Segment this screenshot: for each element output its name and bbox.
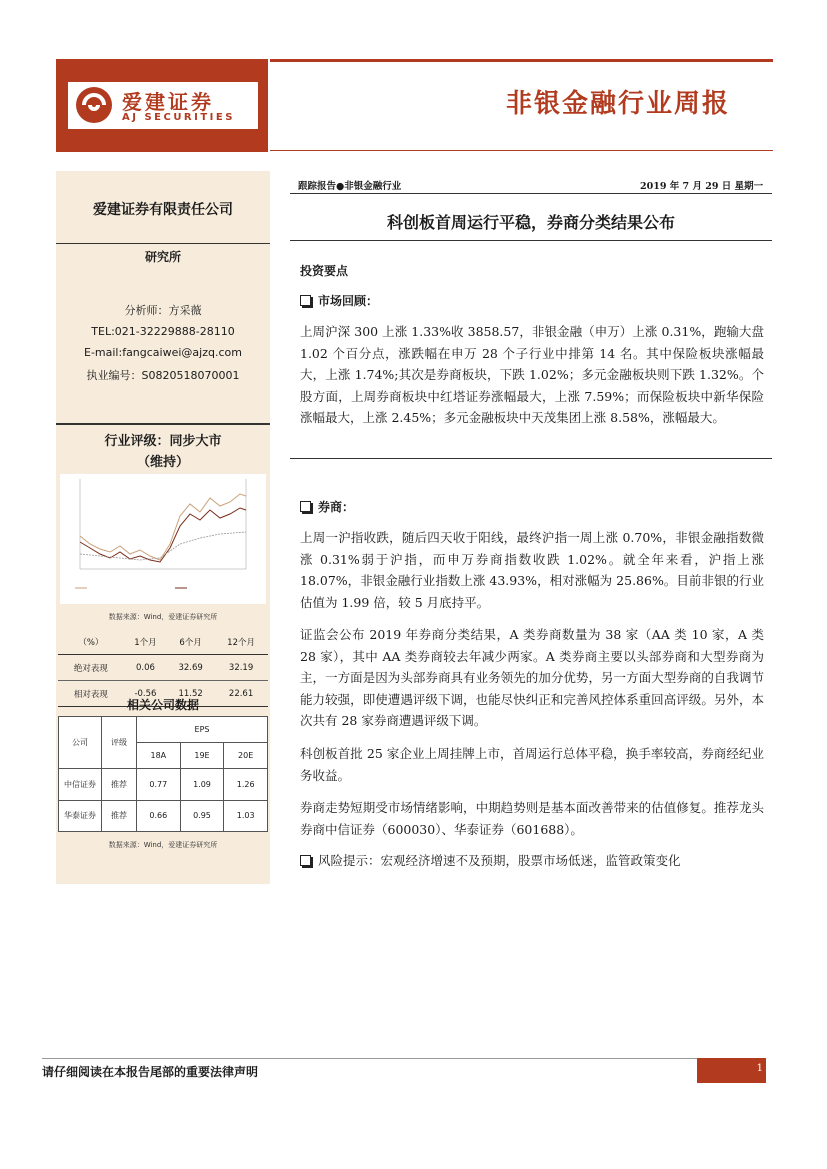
table-cell: 1.26 — [224, 769, 268, 800]
related-company-title: 相关公司数据 — [126, 698, 199, 712]
divider — [290, 458, 772, 459]
broker-heading — [300, 498, 354, 515]
table-header: 18A — [137, 743, 181, 769]
table-cell: 推荐 — [102, 800, 137, 831]
table-cell: 中信证券 — [59, 769, 102, 800]
table-header: EPS — [137, 717, 268, 743]
market-review-text: 上周沪深 300 上涨 1.33%收 3858.57，非银金融（申万）上涨 0.31%，跑输大盘 1.02 个百分点，涨跌幅在申万 28 个子行业中排第 14 名。其中保险板块涨幅最大，上涨 1.74%;其次是券商板块，下跌 1.02%；多元金融板块则下跌 1.32%。个股方面，上周券商板块中红塔证券涨幅最大，上涨 7.59%；而保险板块中新华保险涨幅最大，上涨 2.45%；多元金融板块中天茂集团上涨 8.58%，涨幅最大。 — [300, 324, 764, 426]
logo-name-en: AJ SECURITIES — [122, 112, 235, 123]
risk-text: 风险提示：宏观经济增速不及预期，股票市场低迷，监管政策变化 — [318, 853, 681, 868]
analyst-license: 执业编号：S0820518070001 — [86, 369, 240, 382]
table-cell: 32.19 — [214, 655, 268, 681]
performance-chart — [60, 474, 266, 604]
company-name: 爱建证券有限责任公司 — [93, 202, 233, 218]
section-label: 券商： — [318, 500, 355, 514]
table-header: 公司 — [59, 717, 102, 769]
table-cell: 绝对表现 — [58, 655, 124, 681]
logo-icon — [70, 82, 120, 129]
market-review-heading — [300, 292, 378, 309]
table-cell: 0.66 — [137, 800, 181, 831]
table-cell: 推荐 — [102, 769, 137, 800]
report-date: 2019 年 7 月 29 日 星期一 — [640, 181, 764, 192]
table-header: 19E — [180, 743, 224, 769]
table-cell: 11.52 — [167, 681, 214, 707]
table-cell: 0.06 — [124, 655, 167, 681]
key-points-heading: 投资要点 — [300, 264, 349, 278]
broker-paragraph: 券商走势短期受市场情绪影响，中期趋势则是基本面改善带来的估值修复。推荐龙头券商中信证券（600030）、华泰证券（601688）。 — [300, 800, 764, 837]
broker-paragraph: 证监会公布 2019 年券商分类结果，A 类券商数量为 38 家（AA 类 10 家，A 类 28 家），其中 AA 类券商较去年减少两家。A 类券商主要以头部券商和大型券商为主，一方面是因为头部券商具有业务领先的加分优势，另一方面大型券商的自我调节能力较强，即使遭遇评级下调，也能尽快纠正和完善风控体系重回高评级。另外，本次共有 28 家券商遭遇评级下调。 — [300, 627, 764, 729]
chart-source: 数据来源：Wind，爱建证券研究所 — [108, 613, 218, 621]
checkbox-bullet-icon — [300, 295, 311, 306]
table-header: 评级 — [102, 717, 137, 769]
report-type-title: 非银金融行业周报 — [505, 89, 730, 119]
table-cell: 1.03 — [224, 800, 268, 831]
sidebar-divider — [56, 423, 270, 425]
table-header: 1个月 — [124, 629, 167, 655]
table-cell: 相对表现 — [58, 681, 124, 707]
risk-warning — [300, 851, 681, 869]
table-source: 数据来源：Wind，爱建证券研究所 — [108, 841, 218, 849]
table-cell: 1.09 — [180, 769, 224, 800]
industry-rating — [56, 431, 270, 473]
footer-rule — [42, 1058, 766, 1059]
analyst-email: E-mail:fangcaiwei@ajzq.com — [84, 346, 242, 359]
section-label: 市场回顾： — [318, 294, 379, 308]
table-cell: 22.61 — [214, 681, 268, 707]
logo-name-cn: 爱建证券 — [122, 90, 214, 114]
header-top-rule — [270, 59, 773, 62]
divider — [290, 240, 772, 241]
report-track: 跟踪报告●非银金融行业 — [298, 181, 402, 192]
checkbox-bullet-icon — [300, 501, 311, 512]
table-header-row — [59, 717, 268, 743]
table-header-row — [58, 629, 268, 655]
table-cell: 32.69 — [167, 655, 214, 681]
analyst-tel: TEL:021-32229888-28110 — [91, 325, 235, 338]
rating-value: 行业评级：同步大市 — [104, 434, 222, 449]
analyst-name: 分析师：方采薇 — [124, 304, 202, 317]
chart-background — [60, 474, 266, 604]
table-row — [59, 800, 268, 831]
table-cell: 华泰证券 — [59, 800, 102, 831]
table-header: 20E — [224, 743, 268, 769]
rating-status: （维持） — [136, 455, 189, 470]
broker-paragraph: 上周一沪指收跌，随后四天收于阳线，最终沪指一周上涨 0.70%，非银金融指数微涨 0.31%弱于沪指，而申万券商指数收跌 1.02%。就全年来看，沪指上涨 18.07%，非银金融行业指数上涨 43.93%，相对涨幅为 25.86%。目前非银的行业估值为 1.99 倍，较 5 月底持平。 — [300, 530, 764, 610]
page-title: 科创板首周运行平稳，券商分类结果公布 — [386, 213, 675, 232]
divider — [290, 193, 772, 194]
table-header: （%） — [58, 629, 124, 655]
header-bottom-rule — [270, 150, 773, 151]
sidebar-divider — [56, 243, 270, 244]
legal-notice: 请仔细阅读在本报告尾部的重要法律声明 — [42, 1065, 259, 1079]
table-row — [59, 769, 268, 800]
table-header: 12个月 — [214, 629, 268, 655]
eps-table — [58, 716, 268, 832]
table-row — [58, 655, 268, 681]
table-cell: 0.77 — [137, 769, 181, 800]
table-cell: 0.95 — [180, 800, 224, 831]
department: 研究所 — [144, 250, 181, 264]
broker-paragraph: 科创板首批 25 家企业上周挂牌上市，首周运行总体平稳，换手率较高，券商经纪业务收益。 — [300, 746, 764, 783]
page-number: 1 — [756, 1063, 763, 1074]
table-header: 6个月 — [167, 629, 214, 655]
checkbox-bullet-icon — [300, 855, 311, 866]
table-cell: -0.56 — [124, 681, 167, 707]
